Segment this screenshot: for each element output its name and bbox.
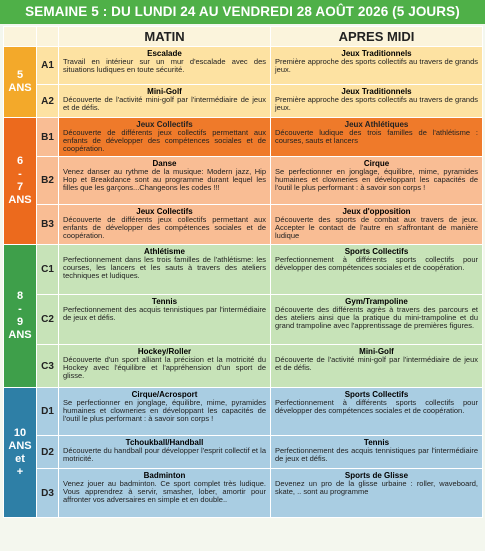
age-label-10-plus [4, 388, 37, 518]
morning-cell [59, 345, 271, 388]
table-row [4, 205, 483, 245]
group-label: D3 [37, 469, 59, 518]
activity-name: Jeux Collectifs [136, 207, 193, 216]
age-line: 5 [16, 69, 24, 81]
activity-name: Athlétisme [144, 247, 185, 256]
activity-name: Mini-Golf [359, 347, 394, 356]
age-line: 7 [16, 181, 24, 193]
afternoon-cell [271, 295, 483, 345]
age-line: 9 [16, 316, 24, 328]
table-row [4, 436, 483, 469]
header-afternoon: APRES MIDI [271, 27, 483, 47]
activity-desc: Perfectionnement des acquis tennistiques par l'intermédiaire de jeux et défis. [63, 305, 266, 323]
page-title: SEMAINE 5 : DU LUNDI 24 AU VENDREDI 28 AOÛT 2026 (5 JOURS) [0, 0, 485, 24]
morning-cell [59, 118, 271, 157]
age-line: + [16, 465, 24, 478]
activity-name: Mini-Golf [147, 87, 182, 96]
activity-name: Cirque [363, 159, 390, 168]
activity-name: Jeux Traditionnels [341, 49, 412, 58]
activity-name: Jeux Traditionnels [341, 87, 412, 96]
age-line: - [18, 168, 22, 180]
activity-desc: Perfectionnement des acquis tennistiques par l'intermédiaire de jeux et défis. [275, 446, 478, 464]
activity-desc: Perfectionnement à différents sports collectifs pour développer des compétences sociales et de coopération. [275, 255, 478, 273]
activity-name: Sports de Glisse [344, 471, 409, 480]
afternoon-cell [271, 388, 483, 436]
activity-name: Tchoukball/Handball [125, 438, 204, 447]
activity-desc: Découverte des sports de combat aux travers de jeux. Accepter le contact de l'autre en s'affrontant de manière ludique [275, 215, 478, 241]
activity-desc: Se perfectionner en jonglage, équilibre, mime, pyramides humaines et clowneries en développant les capacités de l'outil le plus performant : à savoir son corps ! [275, 167, 478, 193]
afternoon-cell [271, 157, 483, 205]
group-label: B3 [37, 205, 59, 245]
age-line: ANS [8, 439, 32, 452]
morning-cell [59, 388, 271, 436]
activity-name: Badminton [143, 471, 186, 480]
activity-name: Danse [152, 159, 177, 168]
morning-cell [59, 295, 271, 345]
activity-desc: Perfectionnement dans les trois familles de l'athlétisme: les courses, les lancers et les sauts à travers des ateliers techniques et ludiques. [63, 255, 266, 281]
activity-name: Sports Collectifs [344, 390, 409, 399]
afternoon-cell [271, 47, 483, 85]
header-row [4, 27, 483, 47]
activity-desc: Venez jouer au badminton. Ce sport complet très ludique. Vous apprendrez à servir, smasher, lober, amortir pour affronter vos adversaires en simple et en double.. [63, 479, 266, 505]
age-label-8-9 [4, 245, 37, 388]
header-group [37, 27, 59, 47]
activity-desc: Découverte ludique des trois familles de l'athlétisme : courses, sauts et lancers [275, 128, 478, 146]
group-label: A1 [37, 47, 59, 85]
activity-desc: Découverte d'un sport alliant la précision et la motricité du Hockey avec l'équilibre et l'appréhension d'un sport de glisse. [63, 355, 266, 381]
morning-cell [59, 85, 271, 118]
table-row [4, 295, 483, 345]
activity-name: Jeux Collectifs [136, 120, 193, 129]
activity-desc: Venez danser au rythme de la musique: Modern jazz, Hip Hop et Breakdance sont au programme durant lequel les filles que les garçons...Changeons les codes !!! [63, 167, 266, 193]
activity-name: Jeux d'opposition [342, 207, 411, 216]
age-line: et [15, 452, 25, 465]
group-label: D1 [37, 388, 59, 436]
header-morning: MATIN [59, 27, 271, 47]
activity-desc: Découverte de différents jeux collectifs permettant aux enfants de développer des compétences sociales et de coopération. [63, 128, 266, 154]
activity-desc: Découverte des différents agrès à travers des parcours et des ateliers ainsi que la pratique du mini-trampoline et du grand trampoline avec l'apprentissage de premières figures. [275, 305, 478, 331]
afternoon-cell [271, 118, 483, 157]
age-line: 8 [16, 290, 24, 302]
group-label: A2 [37, 85, 59, 118]
age-line: ANS [8, 82, 32, 94]
group-label: C1 [37, 245, 59, 295]
age-line: - [18, 303, 22, 315]
age-label-5 [4, 47, 37, 118]
activity-desc: Découverte de l'activité mini-golf par l'intermédiaire de jeux et de défis. [63, 95, 266, 113]
age-line: 6 [16, 155, 24, 167]
table-row [4, 245, 483, 295]
activity-desc: Devenez un pro de la glisse urbaine : roller, waveboard, skate, .. sont au programme [275, 479, 478, 497]
table-row [4, 388, 483, 436]
activity-name: Cirque/Acrosport [131, 390, 198, 399]
group-label: D2 [37, 436, 59, 469]
group-label: C2 [37, 295, 59, 345]
activity-desc: Découverte du handball pour développer l'esprit collectif et la motricité. [63, 446, 266, 464]
group-label: B2 [37, 157, 59, 205]
schedule-table [3, 26, 483, 518]
afternoon-cell [271, 245, 483, 295]
activity-desc: Première approche des sports collectifs au travers de grands jeux. [275, 57, 478, 75]
activity-desc: Découverte de l'activité mini-golf par l'intermédiaire de jeux et de défis. [275, 355, 478, 373]
table-row [4, 157, 483, 205]
header-corner [4, 27, 37, 47]
activity-name: Jeux Athlétiques [344, 120, 409, 129]
activity-desc: Découverte de différents jeux collectifs permettant aux enfants de développer des compétences sociales et de coopération. [63, 215, 266, 241]
age-line: ANS [8, 194, 32, 206]
morning-cell [59, 157, 271, 205]
afternoon-cell [271, 345, 483, 388]
morning-cell [59, 47, 271, 85]
morning-cell [59, 245, 271, 295]
afternoon-cell [271, 85, 483, 118]
activity-name: Tennis [363, 438, 390, 447]
age-label-6-7 [4, 118, 37, 245]
group-label: C3 [37, 345, 59, 388]
table-row [4, 118, 483, 157]
activity-desc: Se perfectionner en jonglage, équilibre, mime, pyramides humaines et clowneries en développant les capacités de l'outil le plus performant : à savoir son corps ! [63, 398, 266, 424]
afternoon-cell [271, 205, 483, 245]
age-line: ANS [8, 329, 32, 341]
table-row [4, 469, 483, 518]
group-label: B1 [37, 118, 59, 157]
activity-desc: Travail en intérieur sur un mur d'escalade avec des situations ludiques en toute sécurité. [63, 57, 266, 75]
table-row [4, 85, 483, 118]
activity-name: Hockey/Roller [137, 347, 192, 356]
activity-desc: Perfectionnement à différents sports collectifs pour développer des compétences sociales et de coopération. [275, 398, 478, 416]
activity-name: Tennis [151, 297, 178, 306]
table-row [4, 47, 483, 85]
morning-cell [59, 469, 271, 518]
activity-name: Sports Collectifs [344, 247, 409, 256]
table-row [4, 345, 483, 388]
age-line: 10 [13, 426, 27, 439]
morning-cell [59, 436, 271, 469]
afternoon-cell [271, 469, 483, 518]
morning-cell [59, 205, 271, 245]
afternoon-cell [271, 436, 483, 469]
activity-name: Escalade [147, 49, 182, 58]
activity-name: Gym/Trampoline [345, 297, 408, 306]
activity-desc: Première approche des sports collectifs au travers de grands jeux. [275, 95, 478, 113]
